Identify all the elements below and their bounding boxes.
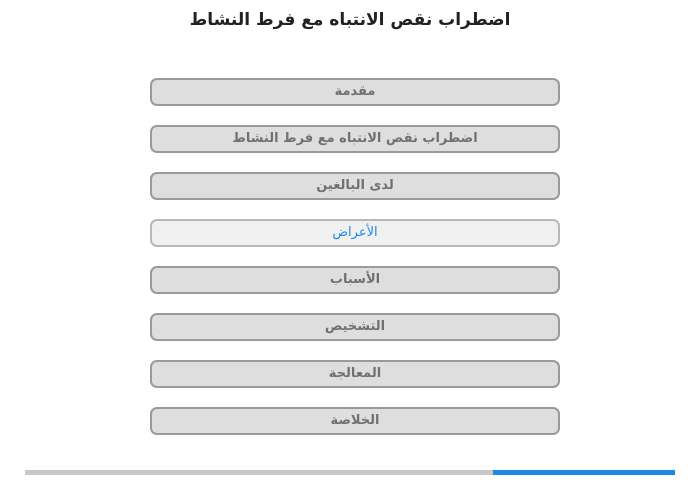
menu-item-conclusion[interactable]: الخلاصة (150, 407, 560, 435)
page-title: اضطراب نقص الانتباه مع فرط النشاط (189, 10, 511, 30)
progress-bar (25, 470, 675, 475)
menu-item-treatment[interactable]: المعالجة (150, 360, 560, 388)
menu-item-adhd[interactable]: اضطراب نقص الانتباه مع فرط النشاط (150, 125, 560, 153)
menu-item-causes[interactable]: الأسباب (150, 266, 560, 294)
menu-item-diagnosis[interactable]: التشخيص (150, 313, 560, 341)
menu-item-symptoms[interactable]: الأعراض (150, 219, 560, 247)
menu-item-introduction[interactable]: مقدمة (150, 78, 560, 106)
menu-item-adults[interactable]: لدى البالغين (150, 172, 560, 200)
progress-bar-fill (493, 470, 675, 475)
chapter-menu (150, 78, 560, 454)
